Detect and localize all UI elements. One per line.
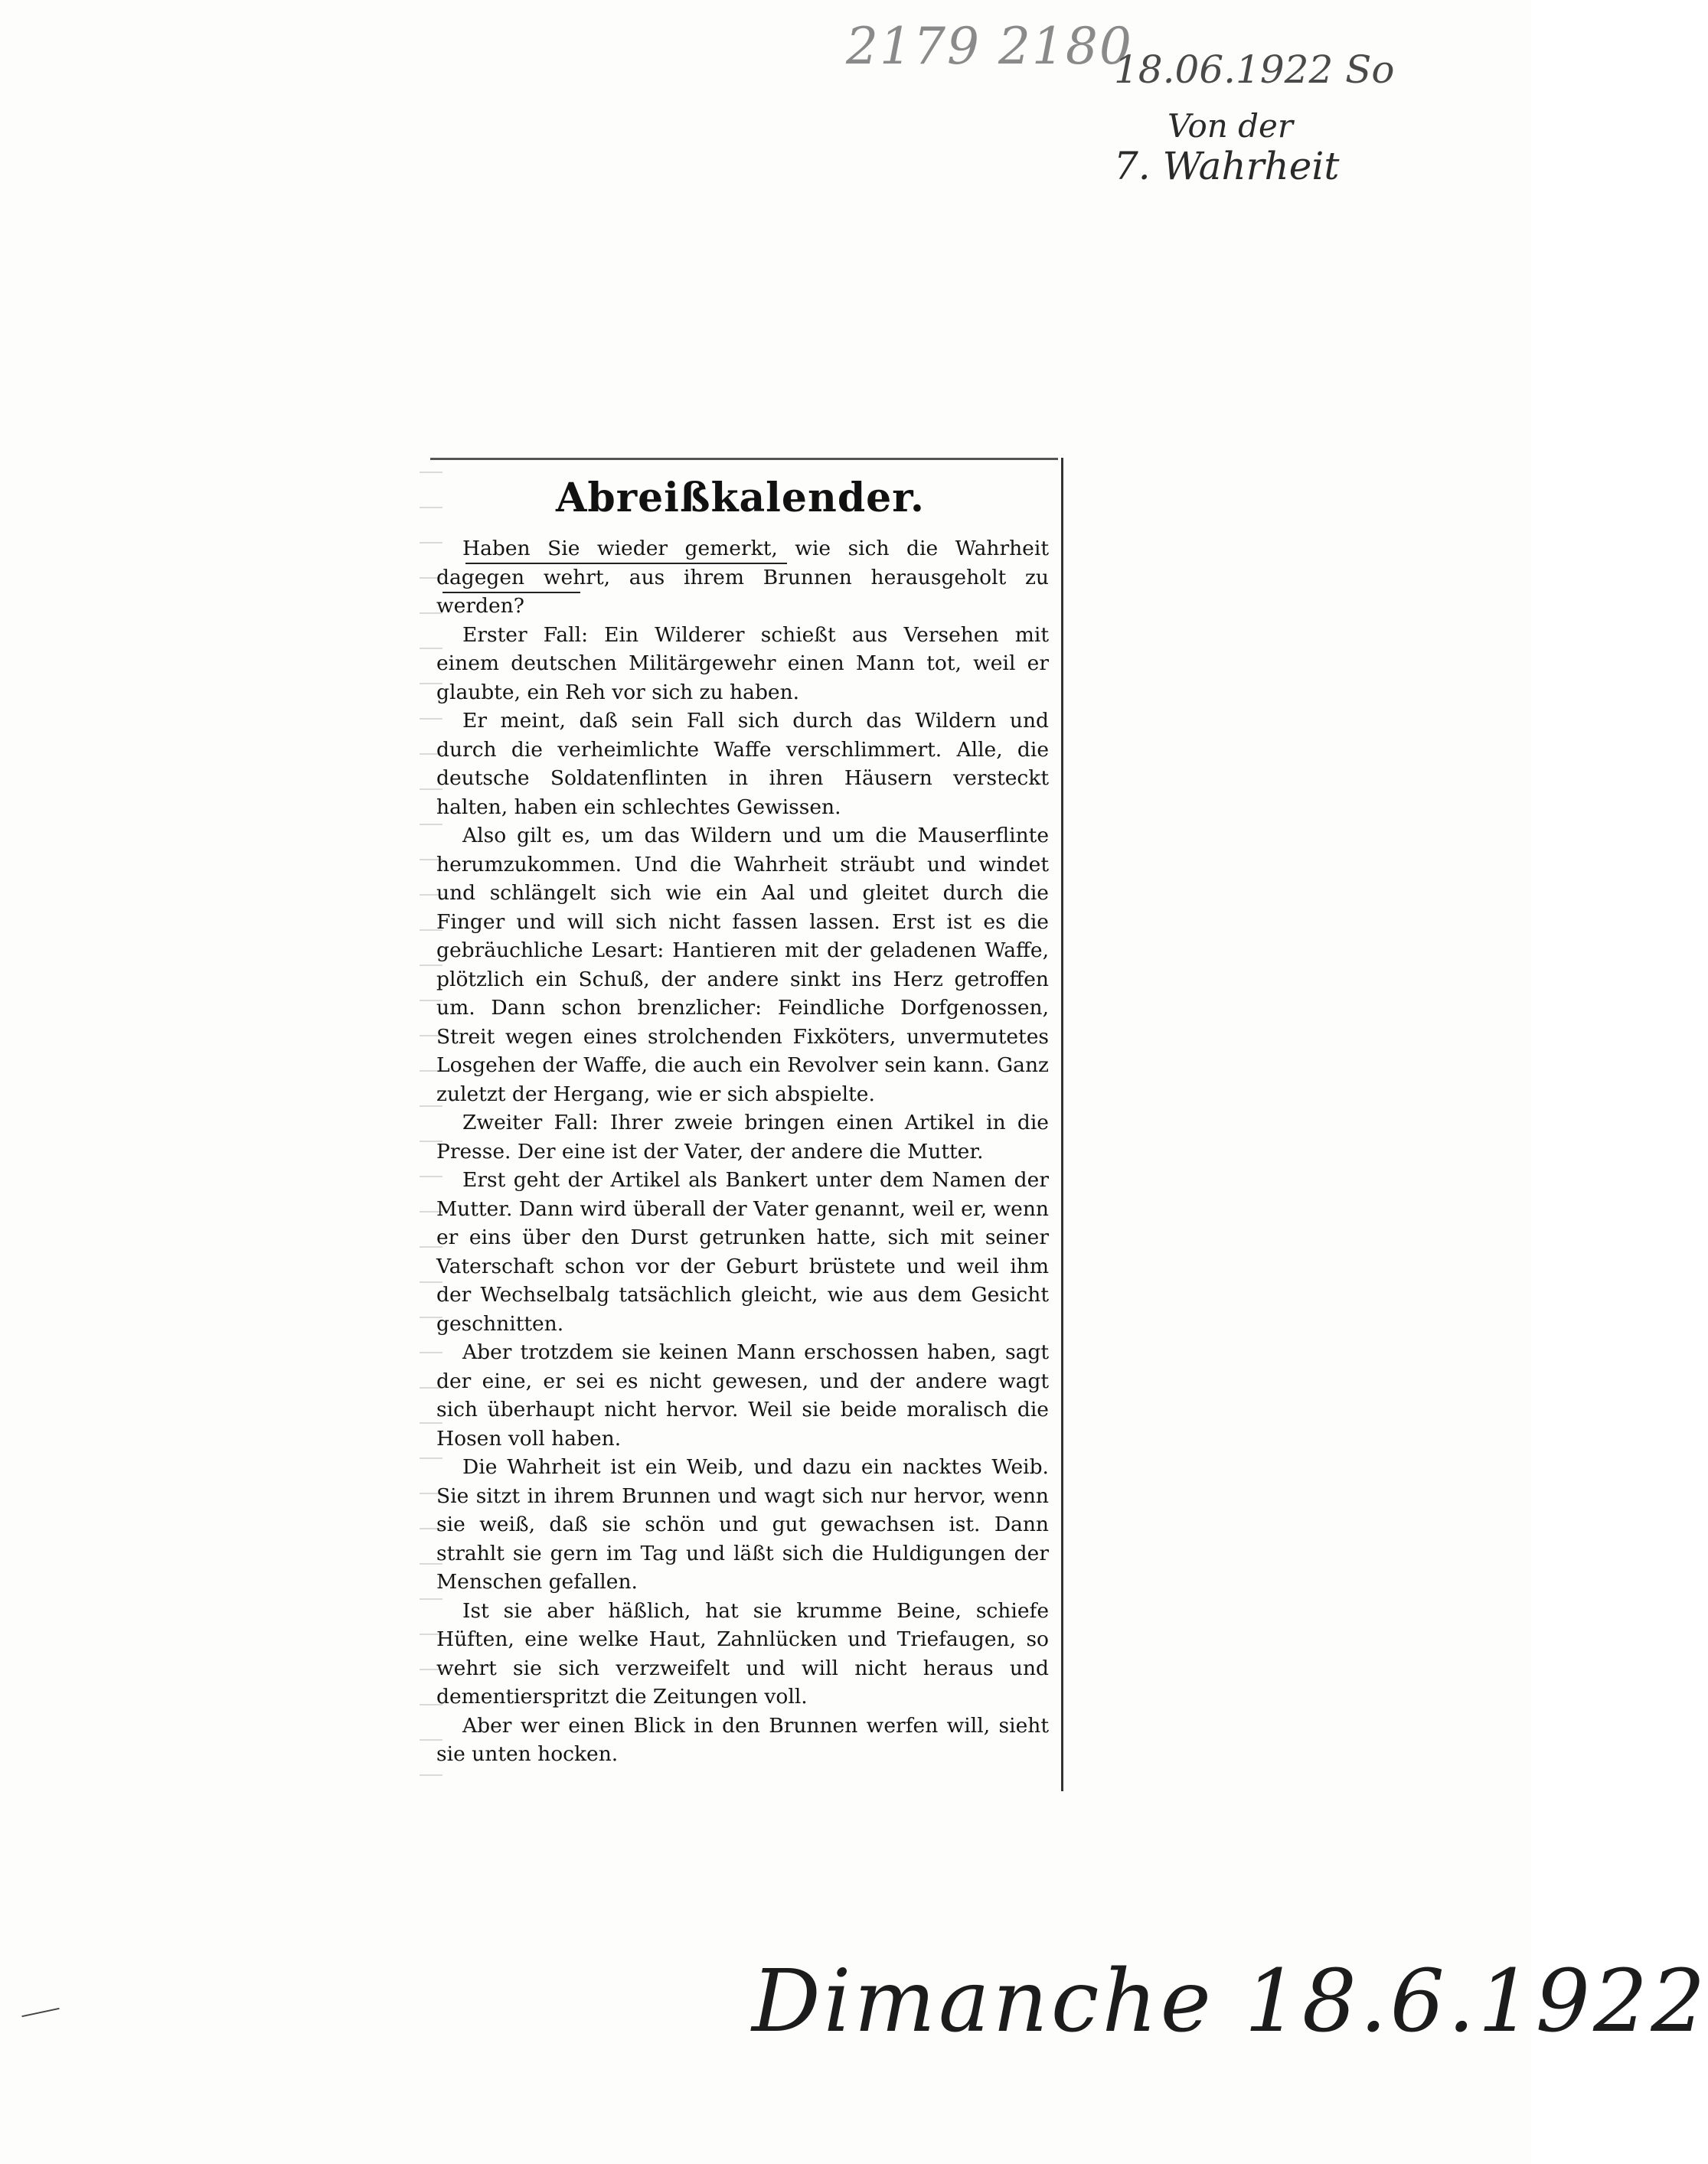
article-headline: Abreißkalender. (556, 475, 925, 521)
article-paragraph: Er meint, daß sein Fall sich durch das Wildern und durch die verheimlichte Waffe verschlimmert. Alle, die deutsche Soldatenflinten in ihren Häusern versteckt halten, haben ein schlechtes Gewissen. (436, 709, 1049, 819)
bottom-date-note: Dimanche 18.6.1922 (752, 1952, 1708, 2051)
source-note-line1: Von der (1168, 107, 1293, 145)
article-paragraph: Erst geht der Artikel als Bankert unter dem Namen der Mutter. Dann wird überall der Vater genannt, weil er, wenn er eins über den Durst getrunken hatte, sich mit seiner Vaterschaft schon vor der Geburt brüstete und weil ihm der Wechselbalg tatsächlich gleicht, wie aus dem Gesicht geschnitten. (436, 1168, 1049, 1336)
article-paragraph: Ist sie aber häßlich, hat sie krumme Beine, schiefe Hüften, eine welke Haut, Zahnlücken und Triefaugen, so wehrt sie sich verzweifelt und will nicht heraus und dementierspritzt die Zeitungen voll. (436, 1598, 1049, 1709)
stray-pen-mark (21, 2008, 59, 2017)
source-note-line2: 7. Wahrheit (1114, 144, 1340, 188)
article-paragraph: Zweiter Fall: Ihrer zweie bringen einen Artikel in die Presse. Der eine ist der Vater, der andere die Mutter. (436, 1111, 1049, 1164)
newspaper-clipping (420, 458, 1063, 1791)
clipping-top-rule (430, 458, 1058, 460)
date-note: 18.06.1922 So (1114, 47, 1395, 92)
article-paragraph: Also gilt es, um das Wildern und um die Mauserflinte herumzukommen. Und die Wahrheit sträubt und windet und schlängelt sich wie ein Aal und gleitet durch die Finger und will sich nicht fassen lassen. Erst ist es die gebräuchliche Lesart: Hantieren mit der geladenen Waffe, plötzlich ein Schuß, der andere sinkt ins Herz getroffen um. Dann schon brenzlicher: Feindliche Dorfgenossen, Streit wegen eines strolchenden Fixköters, unvermutetes Losgehen der Waffe, die auch ein Revolver sein kann. Ganz zuletzt der Hergang, wie er sich abspielte. (436, 824, 1049, 1106)
archive-number-note: 2179 2180 (846, 17, 1133, 76)
article-paragraph: Erster Fall: Ein Wilderer schießt aus Versehen mit einem deutschen Militärgewehr einen Mann tot, weil er glaubte, ein Reh vor sich zu haben. (436, 622, 1049, 704)
article-paragraph: Die Wahrheit ist ein Weib, und dazu ein nacktes Weib. Sie sitzt in ihrem Brunnen und wagt sich nur hervor, wenn sie weiß, daß sie schön und gut gewachsen ist. Dann strahlt sie gern im Tag und läßt sich die Huldigungen der Menschen gefallen. (436, 1455, 1049, 1594)
article-paragraph: Aber trotzdem sie keinen Mann erschossen haben, sagt der eine, er sei es nicht gewesen, und der andere wagt sich überhaupt nicht hervor. Weil sie beide moralisch die Hosen voll haben. (436, 1340, 1049, 1451)
article-paragraph: Aber wer einen Blick in den Brunnen werfen will, sieht sie unten hocken. (436, 1713, 1049, 1766)
article-paragraph: Haben Sie wieder gemerkt, wie sich die Wahrheit dagegen wehrt, aus ihrem Brunnen herausgeholt zu werden? (436, 537, 1049, 618)
article-body (436, 534, 1049, 1769)
